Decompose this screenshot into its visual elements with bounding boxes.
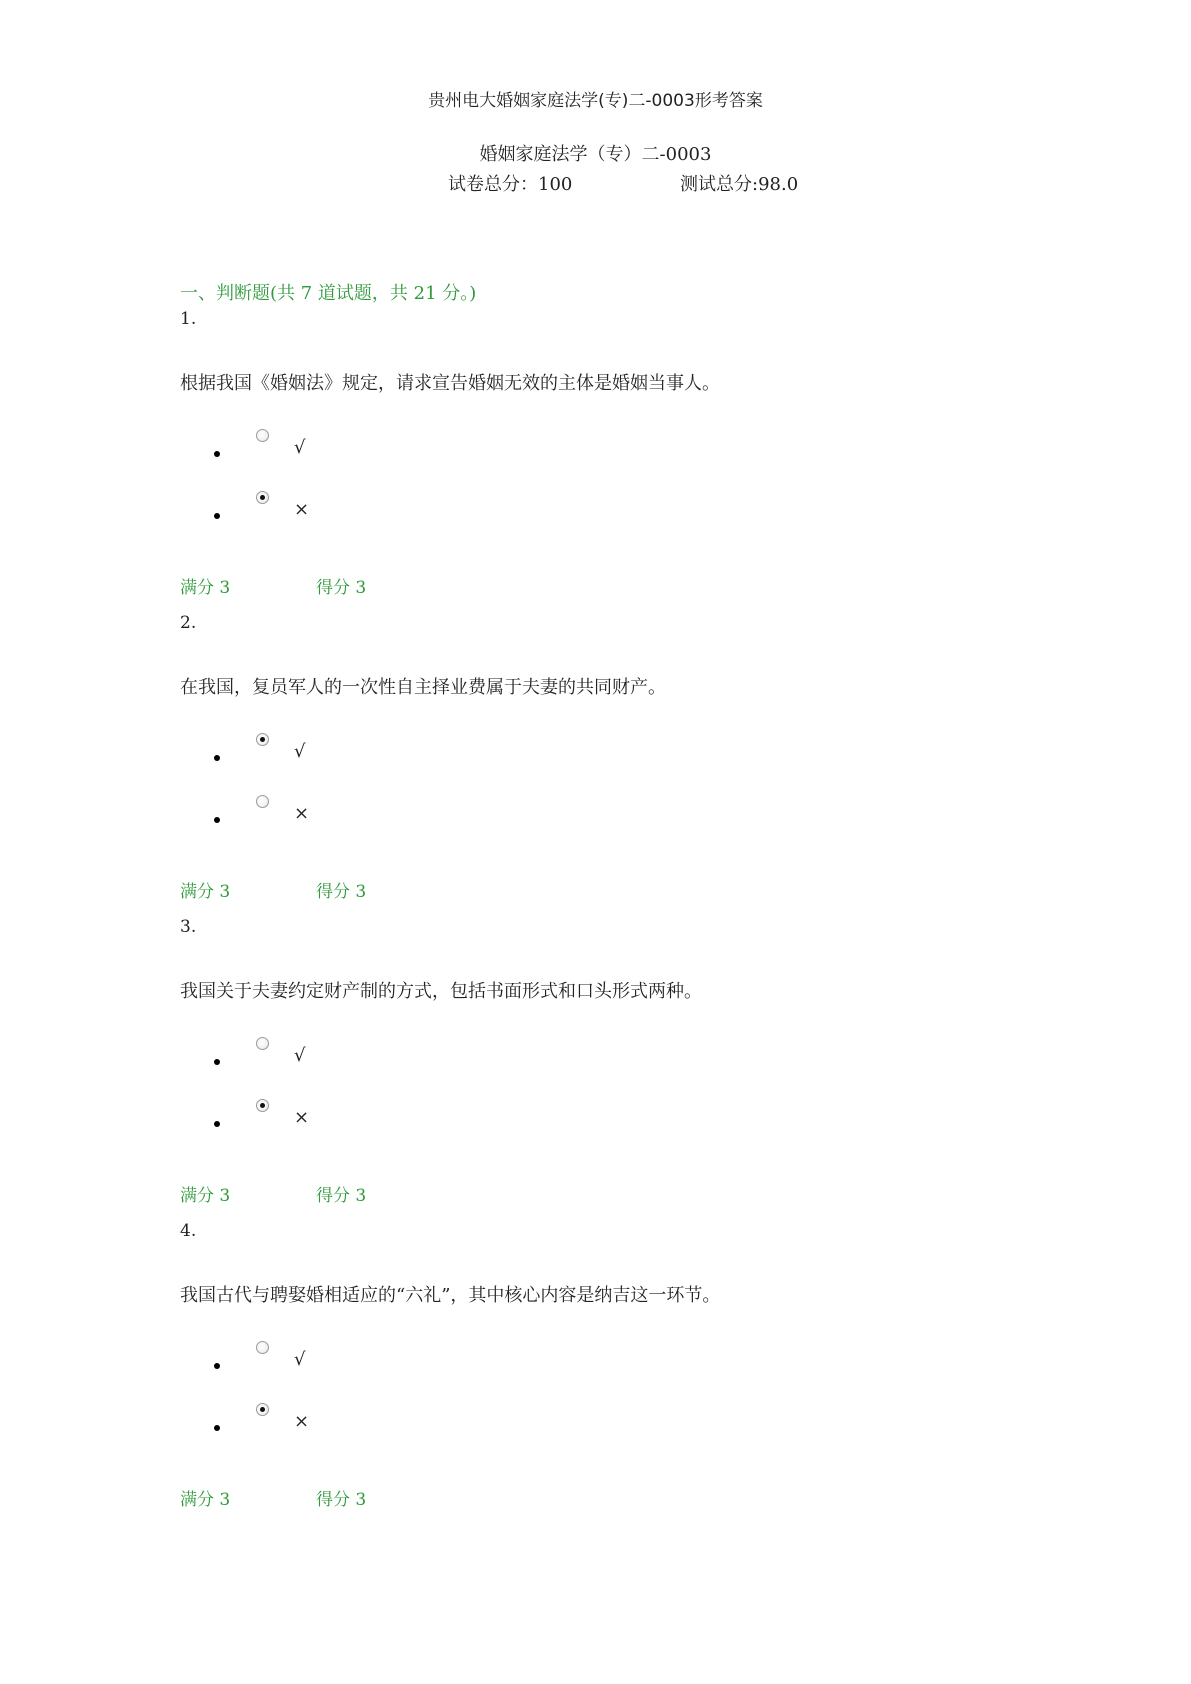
section-title: 一、判断题(共 7 道试题，共 21 分。) [180, 283, 477, 304]
question-item [180, 917, 1080, 1211]
option-false-label: × [294, 1411, 310, 1432]
question-number: 1. [180, 309, 197, 329]
question-item [180, 613, 1080, 907]
got-score: 得分 3 [316, 578, 367, 598]
score-row [180, 1181, 1080, 1211]
bullet-icon [214, 755, 220, 761]
bullet-icon [214, 817, 220, 823]
score-row [180, 573, 1080, 603]
score-row [180, 877, 1080, 907]
bullet-icon [214, 1059, 220, 1065]
radio-unchecked-icon[interactable] [256, 795, 269, 808]
page-header-title: 贵州电大婚姻家庭法学(专)二-0003形考答案 [428, 91, 763, 111]
radio-checked-icon[interactable] [256, 1099, 269, 1112]
question-number: 2. [180, 613, 197, 633]
bullet-icon [214, 1363, 220, 1369]
full-score: 满分 3 [180, 1490, 231, 1510]
question-item [180, 1221, 1080, 1515]
question-number: 3. [180, 917, 197, 937]
option-true-label: √ [294, 1045, 306, 1066]
radio-unchecked-icon[interactable] [256, 1341, 269, 1354]
full-score: 满分 3 [180, 578, 231, 598]
doc-title: 婚姻家庭法学（专）二-0003 [479, 144, 712, 165]
bullet-icon [214, 1425, 220, 1431]
question-item [180, 309, 1080, 603]
bullet-icon [214, 451, 220, 457]
answer-options [180, 741, 1080, 869]
option-true[interactable] [180, 1349, 1080, 1415]
got-score: 得分 3 [316, 882, 367, 902]
question-text: 根据我国《婚姻法》规定，请求宣告婚姻无效的主体是婚姻当事人。 [180, 373, 720, 394]
full-score: 满分 3 [180, 1186, 231, 1206]
paper-total-score: 试卷总分：100 [448, 174, 573, 195]
question-text: 在我国，复员军人的一次性自主择业费属于夫妻的共同财产。 [180, 677, 666, 698]
answer-options [180, 1349, 1080, 1477]
radio-checked-icon[interactable] [256, 733, 269, 746]
radio-checked-icon[interactable] [256, 1403, 269, 1416]
radio-unchecked-icon[interactable] [256, 429, 269, 442]
option-false[interactable] [180, 1411, 1080, 1477]
answer-options [180, 437, 1080, 565]
got-score: 得分 3 [316, 1186, 367, 1206]
question-text: 我国关于夫妻约定财产制的方式，包括书面形式和口头形式两种。 [180, 981, 702, 1002]
bullet-icon [214, 1121, 220, 1127]
option-false[interactable] [180, 499, 1080, 565]
option-true[interactable] [180, 741, 1080, 807]
option-false[interactable] [180, 1107, 1080, 1173]
bullet-icon [214, 513, 220, 519]
option-false[interactable] [180, 803, 1080, 869]
test-total-score: 测试总分:98.0 [680, 174, 799, 195]
got-score: 得分 3 [316, 1490, 367, 1510]
question-text: 我国古代与聘娶婚相适应的“六礼”，其中核心内容是纳吉这一环节。 [180, 1285, 721, 1306]
option-false-label: × [294, 803, 310, 824]
option-false-label: × [294, 499, 310, 520]
option-true[interactable] [180, 1045, 1080, 1111]
score-row [180, 1485, 1080, 1515]
full-score: 满分 3 [180, 882, 231, 902]
radio-checked-icon[interactable] [256, 491, 269, 504]
answer-options [180, 1045, 1080, 1173]
option-true-label: √ [294, 437, 306, 458]
question-number: 4. [180, 1221, 197, 1241]
option-true-label: √ [294, 741, 306, 762]
option-true-label: √ [294, 1349, 306, 1370]
option-false-label: × [294, 1107, 310, 1128]
option-true[interactable] [180, 437, 1080, 503]
radio-unchecked-icon[interactable] [256, 1037, 269, 1050]
